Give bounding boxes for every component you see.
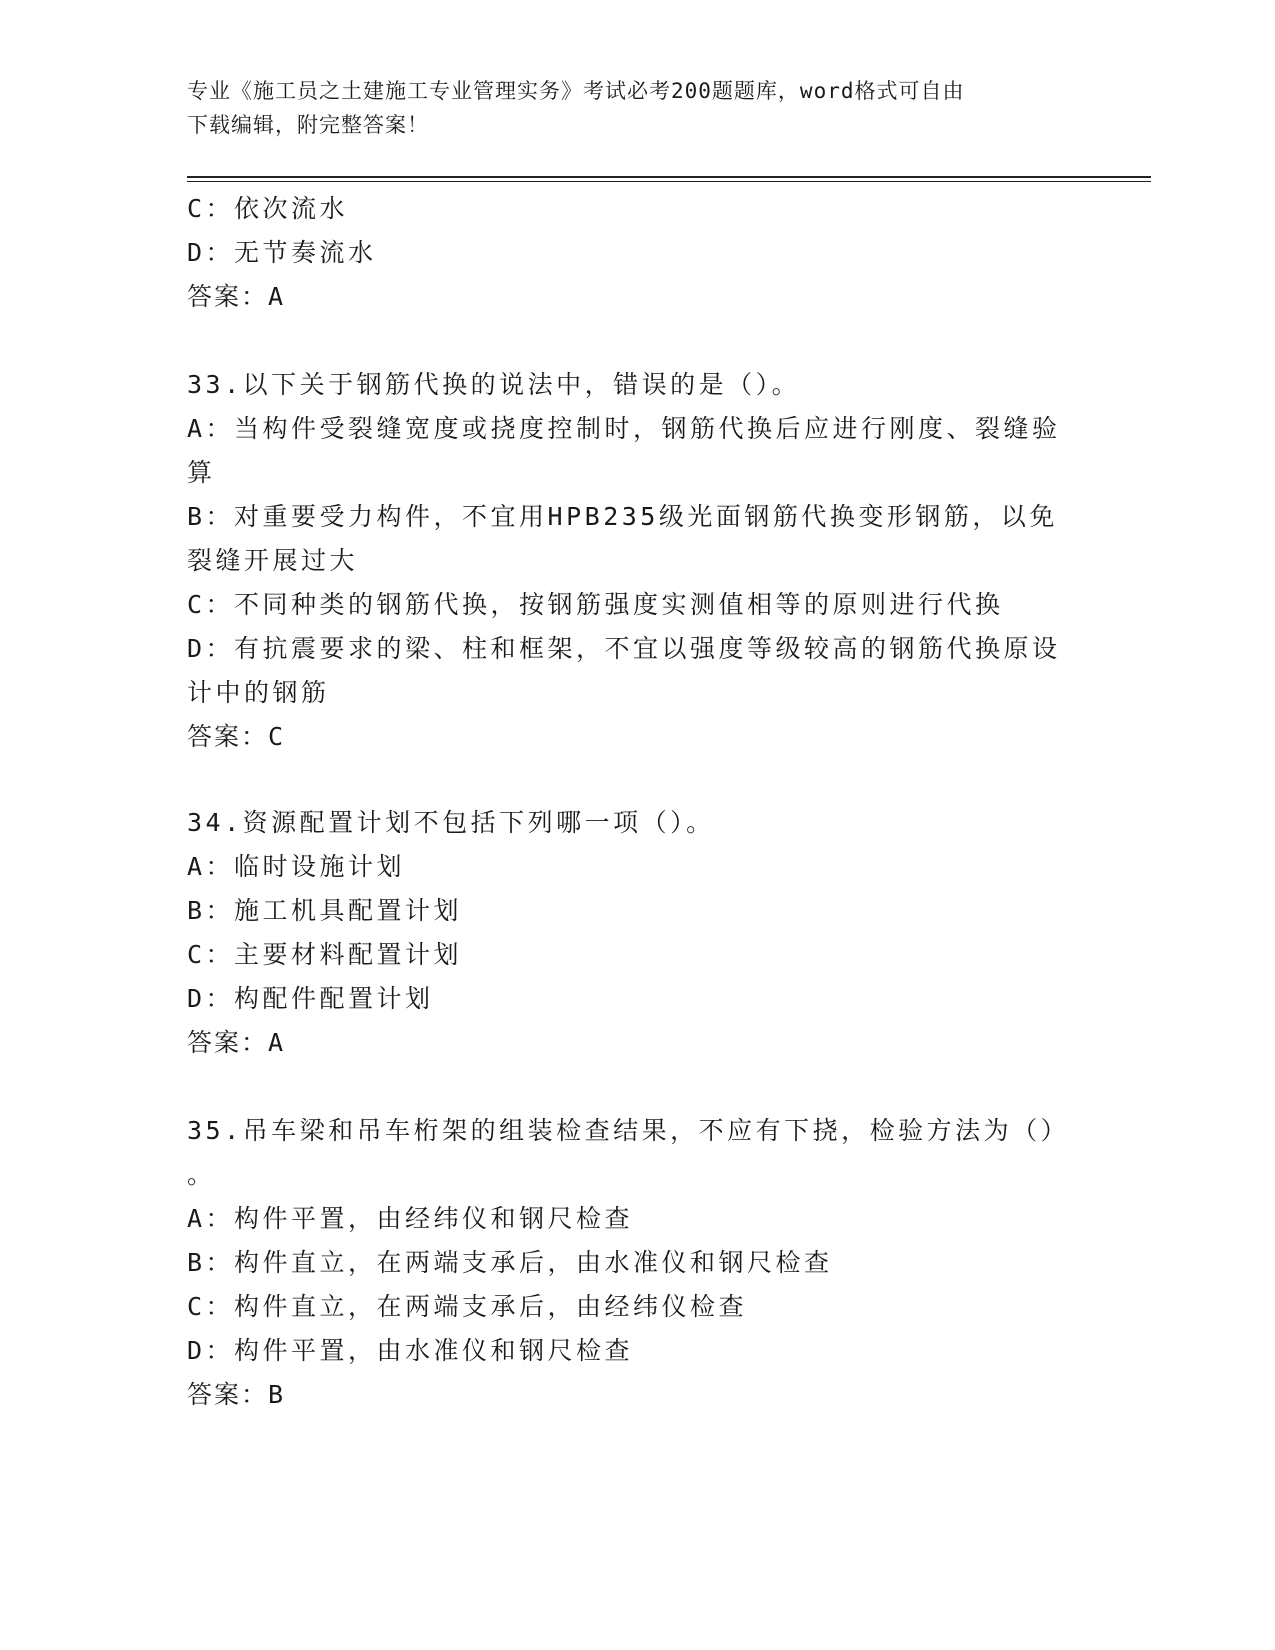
document-header xyxy=(187,74,1067,142)
header-divider-thin xyxy=(187,181,1151,182)
q35-stem-line2: 。 xyxy=(187,1160,216,1189)
q32-option-c: C：依次流水 xyxy=(187,194,349,223)
q34-stem: 34.资源配置计划不包括下列哪一项（）。 xyxy=(187,808,715,837)
q33-option-d-line2: 计中的钢筋 xyxy=(187,678,330,707)
q33-option-b-line2: 裂缝开展过大 xyxy=(187,546,359,575)
q34-option-a: A：临时设施计划 xyxy=(187,852,406,881)
q34-option-b: B：施工机具配置计划 xyxy=(187,896,463,925)
q33-option-a-line1: A：当构件受裂缝宽度或挠度控制时，钢筋代换后应进行刚度、裂缝验 xyxy=(187,414,1061,443)
q32-answer: 答案：A xyxy=(187,282,286,311)
q34-option-c: C：主要材料配置计划 xyxy=(187,940,463,969)
q34-answer: 答案：A xyxy=(187,1028,286,1057)
q35-answer: 答案：B xyxy=(187,1380,286,1409)
q33-answer: 答案：C xyxy=(187,722,286,751)
q32-option-d: D：无节奏流水 xyxy=(187,238,377,267)
q33-option-b-line1: B：对重要受力构件，不宜用HPB235级光面钢筋代换变形钢筋，以免 xyxy=(187,502,1058,531)
q33-option-a-line2: 算 xyxy=(187,458,216,487)
header-line-2: 下载编辑，附完整答案！ xyxy=(187,113,429,137)
q34-option-d: D：构配件配置计划 xyxy=(187,984,434,1013)
q35-option-a: A：构件平置，由经纬仪和钢尺检查 xyxy=(187,1204,634,1233)
header-divider-thick xyxy=(187,176,1151,178)
q35-option-c: C：构件直立，在两端支承后，由经纬仪检查 xyxy=(187,1292,748,1321)
header-line-1: 专业《施工员之土建施工专业管理实务》考试必考200题题库，word格式可自由 xyxy=(187,79,965,103)
q33-option-c: C：不同种类的钢筋代换，按钢筋强度实测值相等的原则进行代换 xyxy=(187,590,1004,619)
q35-stem-line1: 35.吊车梁和吊车桁架的组装检查结果，不应有下挠，检验方法为（） xyxy=(187,1116,1070,1145)
q33-stem: 33.以下关于钢筋代换的说法中，错误的是（）。 xyxy=(187,370,801,399)
q33-option-d-line1: D：有抗震要求的梁、柱和框架，不宜以强度等级较高的钢筋代换原设 xyxy=(187,634,1061,663)
q35-option-d: D：构件平置，由水准仪和钢尺检查 xyxy=(187,1336,634,1365)
q35-option-b: B：构件直立，在两端支承后，由水准仪和钢尺检查 xyxy=(187,1248,833,1277)
